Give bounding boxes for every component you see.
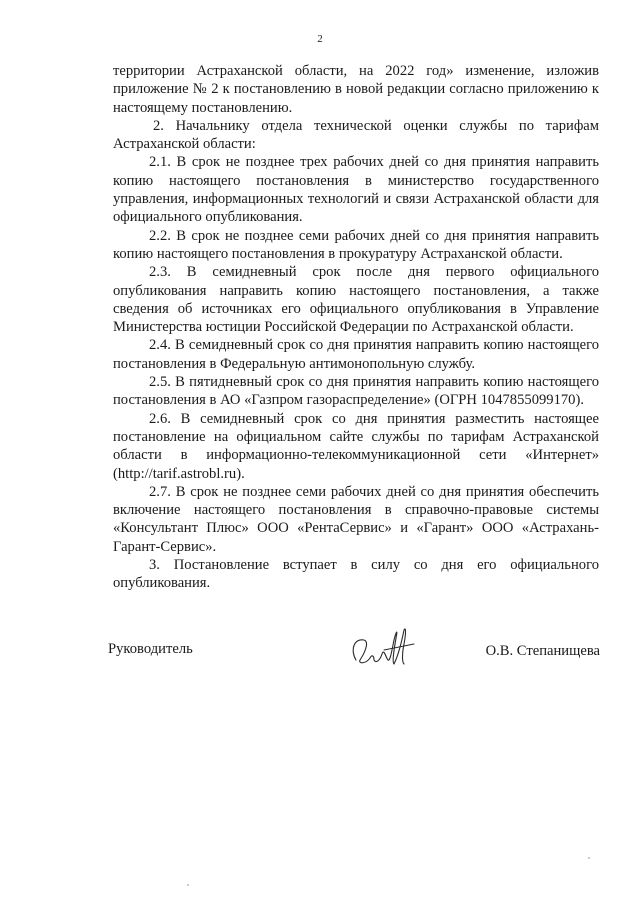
paragraph-continuation: территории Астраханской области, на 2022 год» изменение, изложив приложение № 2 к постановлению в новой редакции согласно приложению к настоящему постановлению. [113, 63, 599, 116]
scan-speck [187, 884, 189, 886]
document-body [113, 62, 599, 593]
scan-speck [588, 857, 590, 859]
paragraph-item-2-4: 2.4. В семидневный срок со дня принятия направить копию настоящего постановления в Федеральную антимонопольную службу. [113, 337, 599, 372]
paragraph-item-2-2: 2.2. В срок не позднее семи рабочих дней со дня принятия направить копию настоящего постановления в прокуратуру Астраханской области. [113, 227, 599, 262]
paragraph-item-2: 2. Начальнику отдела технической оценки службы по тарифам Астраханской области: [113, 117, 599, 153]
signature-block [108, 620, 600, 690]
paragraph-item-2-1: 2.1. В срок не позднее трех рабочих дней со дня принятия направить копию настоящего постановления в министерство государственного управления, информационных технологий и связи Астраханской области для официального опубликования. [113, 154, 599, 226]
paragraph-item-2-3: 2.3. В семидневный срок после дня первого официального опубликования направить копию настоящего постановления, а также сведения об источниках его официального опубликования в Управление Министерства юстиции Российской Федерации по Астраханской области. [113, 264, 599, 336]
signatory-name: О.В. Степанищева [485, 643, 600, 659]
paragraph-item-2-6: 2.6. В семидневный срок со дня принятия разместить настоящее постановление на официальном сайте службы по тарифам Астраханской области в информационно-телекоммуникационной сети «Интернет» (http://tarif.astrobl.ru). [113, 410, 599, 482]
paragraph-item-2-5: 2.5. В пятидневный срок со дня принятия направить копию настоящего постановления в АО «Газпром газораспределение» (ОГРН 1047855099170). [113, 374, 599, 409]
signatory-title: Руководитель [108, 641, 193, 657]
page-number: 2 [317, 33, 323, 45]
handwritten-signature-icon [344, 620, 420, 680]
paragraph-item-3: 3. Постановление вступает в силу со дня его официального опубликования. [113, 557, 599, 592]
paragraph-item-2-7: 2.7. В срок не позднее семи рабочих дней со дня принятия обеспечить включение настоящего постановления в справочно-правовые системы «Консультант Плюс» ООО «РентаСервис» и «Гарант» ООО «Астрахань-Гарант-Сервис». [113, 483, 599, 555]
